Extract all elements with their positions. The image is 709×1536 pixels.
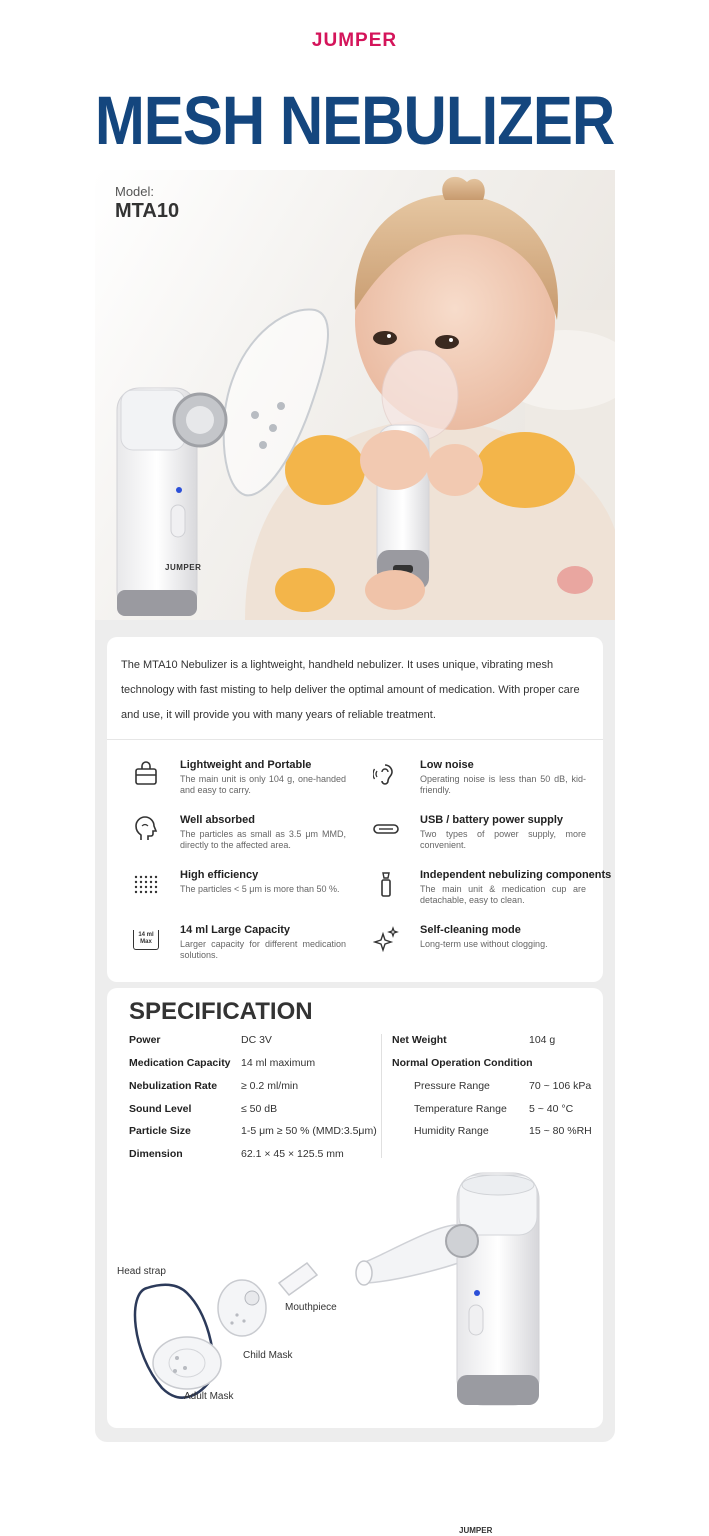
spec-value-text: 5 ~ 40 °C bbox=[529, 1103, 574, 1115]
spec-key: Medication Capacity bbox=[129, 1057, 231, 1069]
feature-title: Well absorbed bbox=[180, 814, 255, 826]
accessories-illustration bbox=[107, 1163, 603, 1428]
usb-icon bbox=[373, 816, 399, 842]
spec-row bbox=[129, 1057, 231, 1069]
spec-value bbox=[241, 1125, 377, 1137]
sparkle-icon bbox=[373, 926, 399, 952]
feature-title: High efficiency bbox=[180, 869, 259, 881]
spec-key: Sound Level bbox=[129, 1103, 192, 1115]
spec-value bbox=[241, 1057, 315, 1069]
specification-card bbox=[107, 988, 603, 1535]
bag-icon bbox=[133, 761, 159, 787]
model-label: Model: bbox=[115, 184, 155, 199]
device-logo-small: JUMPER bbox=[459, 1526, 493, 1535]
spec-value-text: ≥ 0.2 ml/min bbox=[241, 1080, 299, 1092]
product-panel bbox=[95, 170, 615, 1535]
spec-row bbox=[129, 1103, 191, 1115]
feature-title: Low noise bbox=[420, 759, 474, 771]
cup-capacity-text: 14 ml bbox=[138, 932, 154, 938]
feature-desc: Long-term use without clogging. bbox=[420, 939, 548, 949]
spec-key: Temperature Range bbox=[414, 1103, 507, 1115]
accessory-label-child-mask: Child Mask bbox=[243, 1350, 293, 1361]
spec-row bbox=[392, 1034, 447, 1046]
components-icon bbox=[373, 871, 399, 897]
divider bbox=[107, 739, 603, 740]
feature-desc: The particles as small as 3.5 μm MMD, directly to the affected area. bbox=[180, 829, 346, 850]
spec-key: Nebulization Rate bbox=[129, 1080, 218, 1092]
spec-title: SPECIFICATION bbox=[129, 998, 313, 1025]
spec-key: Normal Operation Condition bbox=[392, 1057, 533, 1069]
dots-grid-icon bbox=[133, 871, 159, 897]
spec-row bbox=[129, 1148, 183, 1160]
spec-value-text: 70 ~ 106 kPa bbox=[529, 1080, 592, 1092]
head-profile-icon bbox=[133, 816, 159, 842]
intro-text: The MTA10 Nebulizer is a lightweight, handheld nebulizer. It uses unique, vibrating mesh technology with fast misting to help deliver the optimal amount of medication. With proper care and use, it will provide you with many years of reliable treatment. bbox=[121, 659, 580, 721]
cup-capacity-max: Max bbox=[140, 939, 152, 945]
spec-value bbox=[241, 1034, 272, 1046]
spec-row bbox=[414, 1103, 507, 1115]
ear-sound-icon bbox=[373, 761, 399, 787]
feature-desc: Two types of power supply, more convenient. bbox=[420, 829, 586, 850]
device-logo: JUMPER bbox=[165, 563, 202, 572]
spec-key: Humidity Range bbox=[414, 1125, 489, 1137]
spec-value-text: DC 3V bbox=[241, 1034, 272, 1046]
cup-capacity-icon bbox=[133, 930, 159, 950]
brand-logo: JUMPER bbox=[311, 30, 398, 51]
hero-image bbox=[95, 170, 615, 620]
spec-value-text: ≤ 50 dB bbox=[241, 1103, 278, 1115]
spec-value bbox=[529, 1103, 573, 1115]
spec-value-text: 1-5 μm ≥ 50 % (MMD:3.5μm) bbox=[241, 1125, 377, 1137]
spec-key: Power bbox=[129, 1034, 161, 1046]
spec-key: Particle Size bbox=[129, 1125, 191, 1137]
spec-key: Dimension bbox=[129, 1148, 183, 1160]
spec-key: Pressure Range bbox=[414, 1080, 490, 1092]
model-value: MTA10 bbox=[115, 200, 180, 222]
spec-value bbox=[529, 1125, 592, 1137]
spec-value-text: 62.1 × 45 × 125.5 mm bbox=[241, 1148, 344, 1160]
spec-value bbox=[529, 1034, 555, 1046]
spec-value bbox=[529, 1080, 591, 1092]
spec-row bbox=[129, 1125, 191, 1137]
spec-value-text: 15 ~ 80 %RH bbox=[529, 1125, 592, 1137]
spec-value-text: 14 ml maximum bbox=[241, 1057, 316, 1069]
spec-value bbox=[241, 1103, 277, 1115]
spec-row bbox=[129, 1080, 217, 1092]
hero-illustration bbox=[95, 170, 615, 620]
page-title: MESH NEBULIZER bbox=[94, 81, 615, 160]
spec-divider bbox=[381, 1034, 382, 1158]
feature-desc: Operating noise is less than 50 dB, kid-friendly. bbox=[420, 774, 586, 795]
spec-value bbox=[241, 1080, 298, 1092]
feature-title: Self-cleaning mode bbox=[420, 924, 521, 936]
accessory-label-adult-mask: Adult Mask bbox=[184, 1391, 234, 1402]
feature-desc: The main unit is only 104 g, one-handed and easy to carry. bbox=[180, 774, 346, 795]
spec-value-text: 104 g bbox=[529, 1034, 556, 1046]
feature-title: 14 ml Large Capacity bbox=[180, 924, 291, 936]
spec-row bbox=[129, 1034, 161, 1046]
spec-value bbox=[241, 1148, 344, 1160]
intro-card bbox=[107, 637, 612, 982]
feature-title: Independent nebulizing components bbox=[420, 869, 612, 881]
spec-row bbox=[392, 1057, 533, 1069]
feature-desc: Larger capacity for different medication solutions. bbox=[180, 939, 346, 960]
spec-row bbox=[414, 1125, 489, 1137]
feature-title: Lightweight and Portable bbox=[180, 759, 312, 771]
spec-key: Net Weight bbox=[392, 1034, 447, 1046]
spec-row bbox=[414, 1080, 490, 1092]
feature-desc: The particles < 5 μm is more than 50 %. bbox=[180, 884, 340, 894]
accessory-label-mouthpiece: Mouthpiece bbox=[285, 1302, 337, 1313]
accessory-label-head-strap: Head strap bbox=[117, 1266, 166, 1277]
feature-desc: The main unit & medication cup are detachable, easy to clean. bbox=[420, 884, 586, 905]
feature-title: USB / battery power supply bbox=[420, 814, 564, 826]
